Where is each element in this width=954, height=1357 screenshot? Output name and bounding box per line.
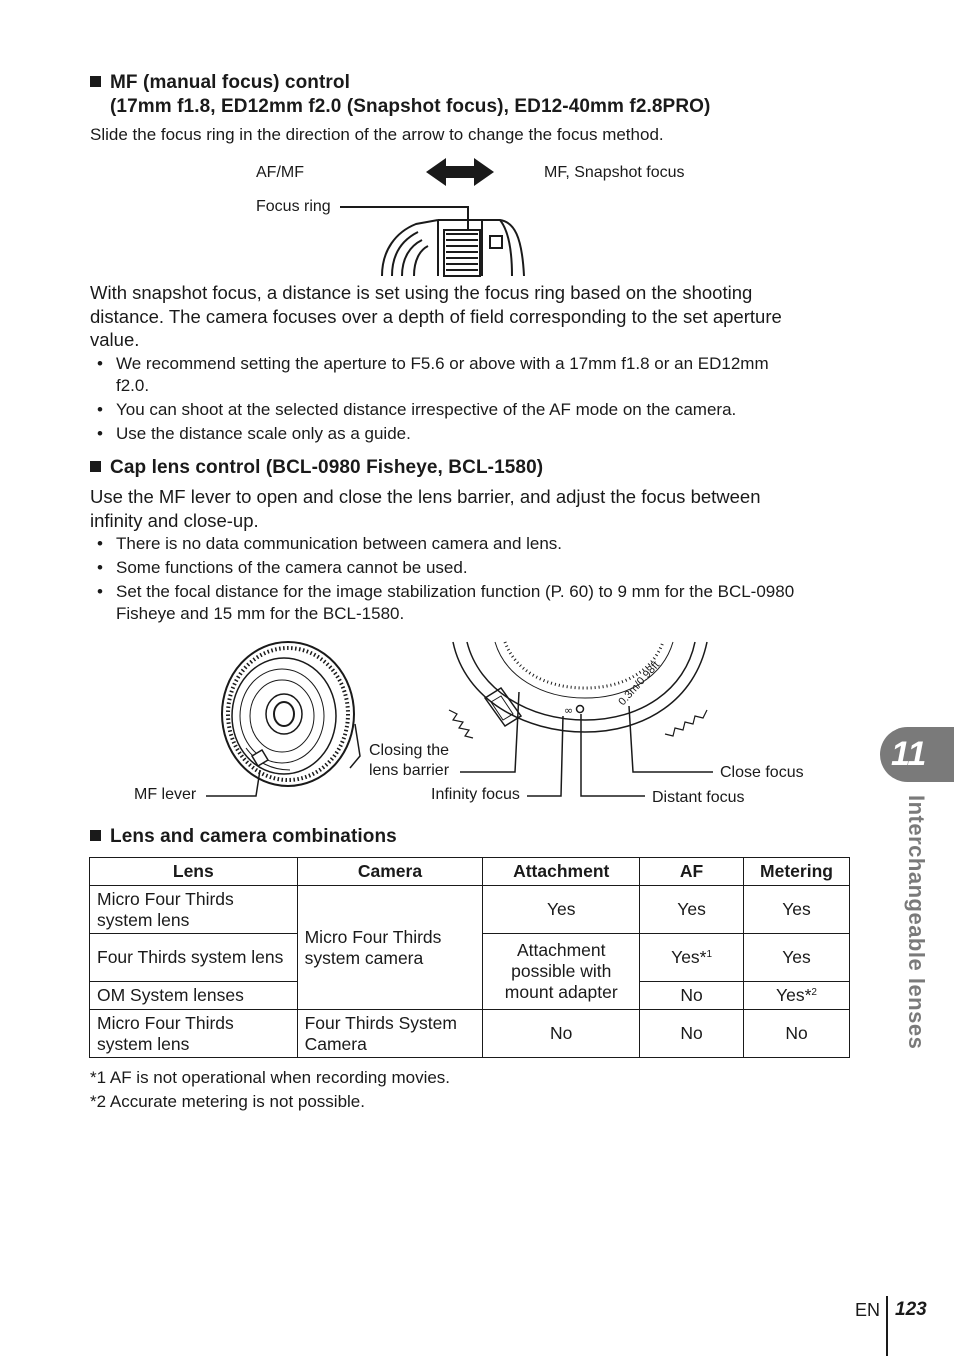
label-focus-ring: Focus ring xyxy=(256,198,331,215)
cap-lens-detail-illustration xyxy=(445,640,715,800)
bullet-dot-icon: • xyxy=(97,354,103,373)
list-item: • Set the focal distance for the image stabilization function (P. 60) to 9 mm for the BCL-0980 Fisheye and 15 mm for the BCL-1580. xyxy=(97,582,795,623)
double-arrow-icon xyxy=(426,158,494,186)
list-item: • We recommend setting the aperture to F5.6 or above with a 17mm f1.8 or an ED12mm f2.0. xyxy=(97,354,769,395)
table-cell: Yes xyxy=(744,886,850,934)
column-header: Camera xyxy=(297,858,483,886)
section-mf-intro: Slide the focus ring in the direction of the arrow to change the focus method. xyxy=(90,125,664,144)
list-item: • You can shoot at the selected distance irrespective of the AF mode on the camera. xyxy=(97,400,737,419)
label-closing-barrier: Closing the lens barrier xyxy=(369,742,450,779)
section-mf-paragraph: With snapshot focus, a distance is set using the focus ring based on the shooting distance. The camera focuses over a depth of field corresponding to the set aperture value. xyxy=(90,282,782,350)
cap-lens-front-illustration xyxy=(200,638,370,800)
table-cell: No xyxy=(640,1010,744,1058)
footnote: *2 Accurate metering is not possible. xyxy=(90,1092,365,1111)
label-infinity-focus: Infinity focus xyxy=(431,786,520,803)
footer-divider xyxy=(886,1296,888,1356)
table-cell: Micro Four Thirds system lens xyxy=(90,1010,298,1058)
square-bullet-icon xyxy=(90,830,101,841)
list-item: • Use the distance scale only as a guide. xyxy=(97,424,411,443)
column-header: Lens xyxy=(90,858,298,886)
table-cell: Yes xyxy=(483,886,640,934)
chapter-title: Interchangeable lenses xyxy=(904,795,929,1050)
table-row xyxy=(90,1010,850,1058)
section-mf-bullets xyxy=(90,353,860,447)
bullet-dot-icon: • xyxy=(97,400,103,419)
page-number: 123 xyxy=(895,1299,927,1320)
section-mf-heading-sub: (17mm f1.8, ED12mm f2.0 (Snapshot focus), ED12-40mm f2.8PRO) xyxy=(110,96,711,117)
label-close-focus: Close focus xyxy=(720,764,804,781)
bullet-dot-icon: • xyxy=(97,558,103,577)
table-cell: Micro Four Thirds system camera xyxy=(297,886,483,1010)
square-bullet-icon xyxy=(90,461,101,472)
footnotes xyxy=(90,1067,450,1113)
section-mf-heading: MF (manual focus) control xyxy=(90,72,350,94)
table-cell: Micro Four Thirds system lens xyxy=(90,886,298,934)
list-item: • Some functions of the camera cannot be used. xyxy=(97,558,468,577)
column-header: Attachment xyxy=(483,858,640,886)
label-mf-snapshot: MF, Snapshot focus xyxy=(544,164,685,181)
footer-language: EN xyxy=(855,1300,881,1320)
table-cell: No xyxy=(483,1010,640,1058)
table-cell: Yes xyxy=(744,934,850,982)
table-cell: No xyxy=(744,1010,850,1058)
label-af-mf: AF/MF xyxy=(256,164,304,181)
table-cell: Yes xyxy=(640,886,744,934)
bullet-dot-icon: • xyxy=(97,582,103,601)
focus-ring-illustration xyxy=(330,150,540,278)
bullet-dot-icon: • xyxy=(97,424,103,443)
section-combo-heading: Lens and camera combinations xyxy=(90,826,397,848)
table-row xyxy=(90,886,850,934)
square-bullet-icon xyxy=(90,76,101,87)
list-item: • There is no data communication between camera and lens. xyxy=(97,534,563,553)
table-cell: Yes*$^1$ xyxy=(640,934,744,982)
lens-camera-table xyxy=(89,857,850,1058)
label-distant-focus: Distant focus xyxy=(652,789,745,806)
chapter-number-tab: 11 xyxy=(880,727,954,782)
table-cell: Attachment possible with mount adapter xyxy=(483,934,640,1010)
infinity-symbol: ∞ xyxy=(564,704,574,717)
table-cell: Four Thirds system lens xyxy=(90,934,298,982)
table-header-row xyxy=(90,858,850,886)
column-header: AF xyxy=(640,858,744,886)
section-cap-bullets xyxy=(90,533,860,627)
table-cell: No xyxy=(640,982,744,1010)
footnote: *1 AF is not operational when recording movies. xyxy=(90,1068,451,1087)
column-header: Metering xyxy=(744,858,850,886)
label-mf-lever: MF lever xyxy=(134,786,197,803)
bullet-dot-icon: • xyxy=(97,534,103,553)
section-cap-paragraph: Use the MF lever to open and close the lens barrier, and adjust the focus between infinity and close-up. xyxy=(90,486,761,531)
table-cell: OM System lenses xyxy=(90,982,298,1010)
section-cap-heading: Cap lens control (BCL-0980 Fisheye, BCL-1580) xyxy=(90,457,543,479)
table-cell: Yes*$^2$ xyxy=(744,982,850,1010)
table-cell: Four Thirds System Camera xyxy=(297,1010,483,1058)
distance-scale-text: 0.3m/0.98ft xyxy=(616,659,663,709)
